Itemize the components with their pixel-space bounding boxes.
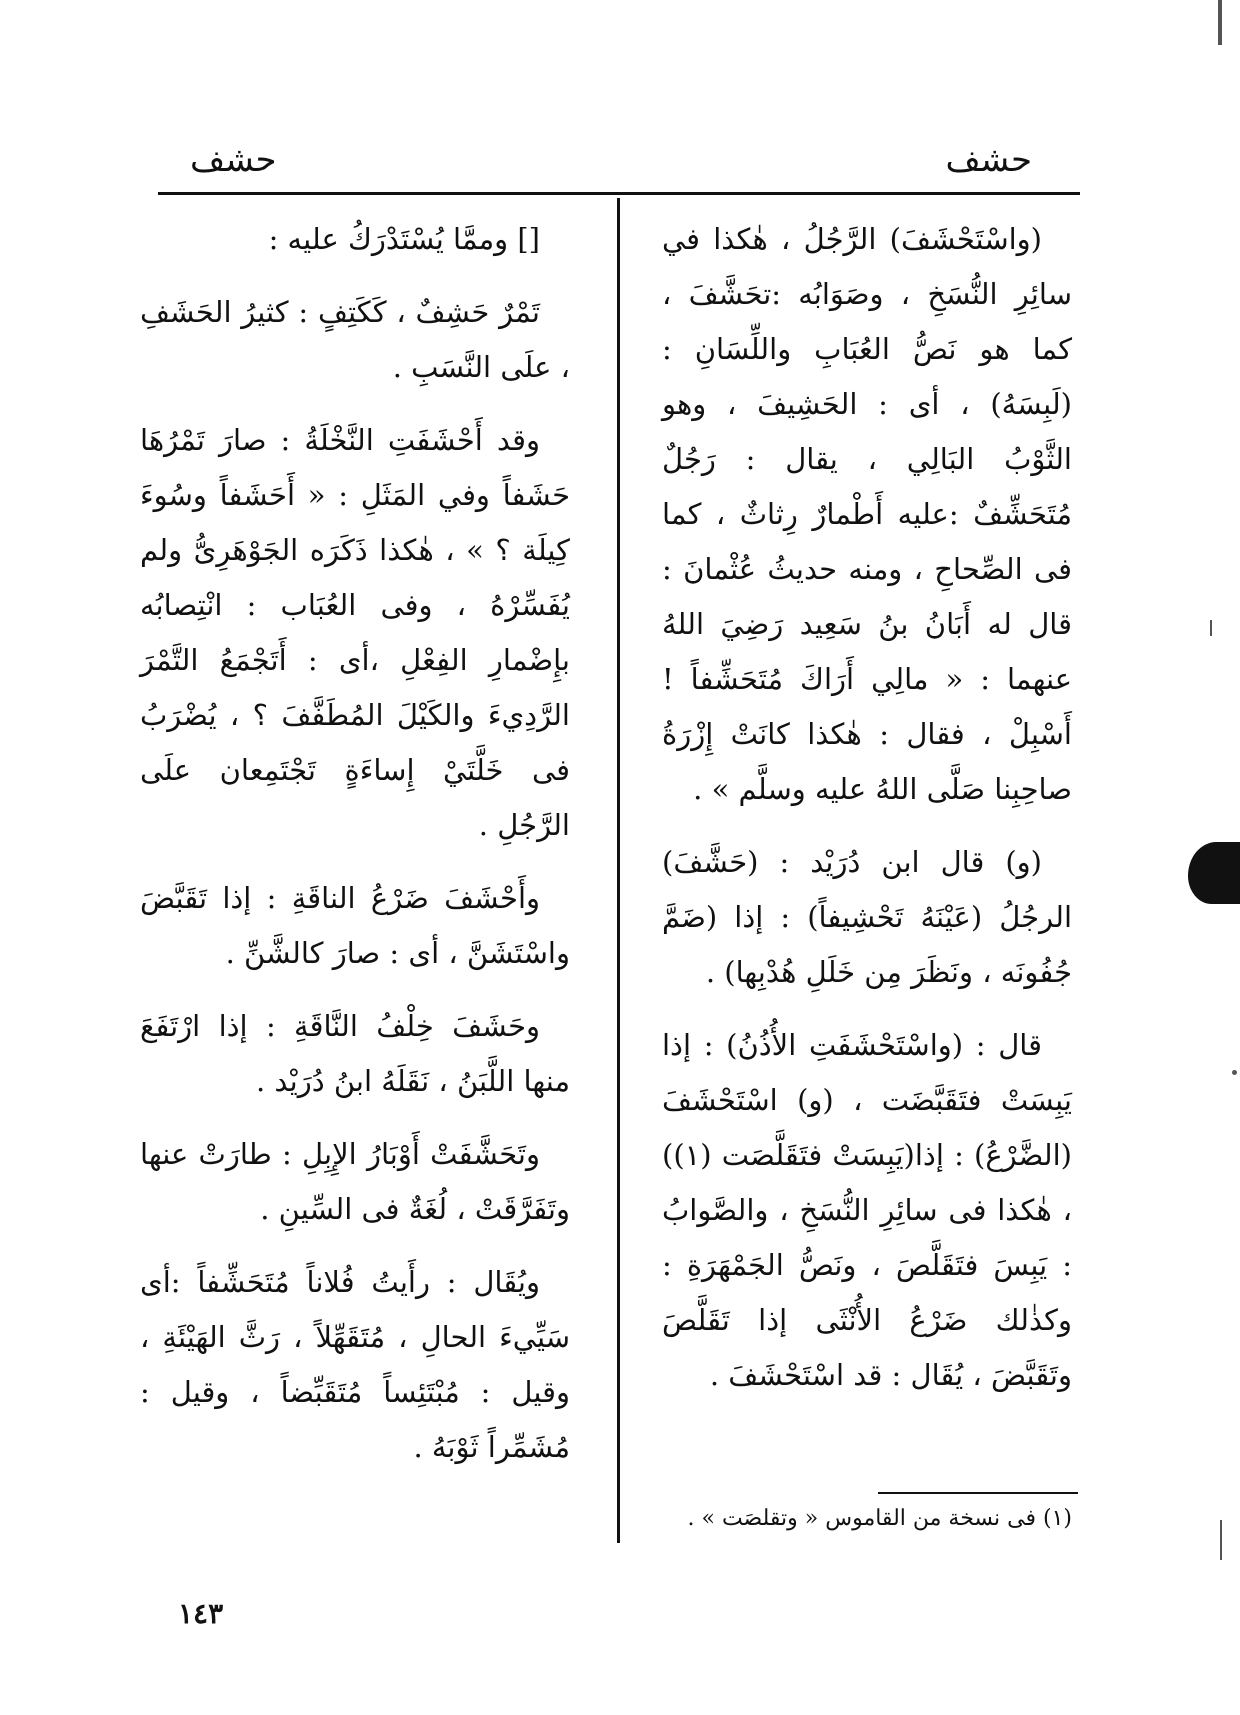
entry-paragraph: (و) قال ابن دُرَيْد : (حَشَّفَ) الرجُلُ (عَيْنَهُ تَحْشِيفاً) : إذا (ضَمَّ جُفُونَه ، ونَظَرَ مِن خَلَلِ هُدْبِها) .: [662, 845, 1072, 989]
entry-paragraph: وأَحْشَفَ ضَرْعُ الناقَةِ : إذا تَقَبَّضَ واسْتَشَنَّ ، أى : صارَ كالشَّنِّ .: [140, 881, 570, 970]
footnote: (١) فى نسخة من القاموس « وتقلصَت » .: [687, 1506, 1072, 1531]
scan-speck: [1210, 620, 1212, 636]
scan-speck: [1220, 1520, 1222, 1560]
entry-paragraph: وقد أَحْشَفَتِ النَّخْلَةُ : صارَ تَمْرُهَا حَشَفاً وفي المَثَلِ : « أَحَشَفاً وسُوءَ كِيلَة ؟ » ، هٰكذا ذَكَرَه الجَوْهَرِىُّ ولم يُفَسِّرْهُ ، وفى العُبَاب : انْتِصابُه بإِضْمارِ الفِعْلِ ،أى : أَتَجْمَعُ التَّمْرَ الرَّدِيءَ والكَيْلَ المُطَفَّفَ ؟ ، يُضْرَبُ فى خَلَّتَيْ إِساءَةٍ تَجْتَمِعان علَى الرَّجُلِ .: [140, 423, 570, 842]
running-headword-left: حشف: [190, 140, 277, 180]
page-number: ١٤٣: [178, 1597, 224, 1630]
entry-paragraph: قال : (واسْتَحْشَفَتِ الأُذُنُ) : إذا يَبِسَتْ فتَقَبَّضَت ، (و) اسْتَحْشَفَ (الضَّرْعُ) : إذا(يَبِسَتْ فتَقَلَّصَت (١)) ، هٰكذا فى سائِرِ النُّسَخِ ، والصَّوابُ : يَبِسَ فتَقَلَّصَ ، ونَصُّ الجَمْهَرَةِ : وكذٰلك ضَرْعُ الأُنْثَى إذا تَقَلَّصَ وتَقَبَّضَ ، يُقَال : قد اسْتَحْشَفَ .: [662, 1028, 1072, 1392]
column-divider: [617, 198, 620, 1543]
header-rule: [158, 192, 1080, 195]
scan-speck: [1232, 1070, 1237, 1075]
ink-blot: [1188, 842, 1240, 904]
entry-paragraph: (واسْتَحْشَفَ) الرَّجُلُ ، هٰكذا في سائِرِ النُّسَخِ ، وصَوَابُه :تحَشَّفَ ، كما هو نَصُّ العُبَابِ واللِّسَانِ : (لَبِسَهُ) ، أى : الحَشِيفَ ، وهو الثَّوْبُ البَالِي ، يقال : رَجُلٌ مُتَحَشِّفٌ :عليه أَطْمارٌ رِثاثٌ ، كما فى الصِّحاحِ ، ومنه حديثُ عُثْمانَ : قال له أَبَانُ بنُ سَعِيد رَضِيَ اللهُ عنهما : « مالِي أَرَاكَ مُتَحَشِّفاً ! أَسْبِلْ ، فقال : هٰكذا كانَتْ إِزْرَةُ صاحِبِنا صَلَّى اللهُ عليه وسلَّم » .: [662, 222, 1072, 806]
left-column: [140, 212, 570, 1493]
footnote-rule: [878, 1492, 1078, 1494]
entry-paragraph: تَمْرٌ حَشِفٌ ، كَكَتِفٍ : كثيرُ الحَشَفِ ، علَى النَّسَبِ .: [140, 295, 570, 384]
running-headword-right: حشف: [945, 140, 1032, 180]
entry-paragraph: وحَشَفَ خِلْفُ النَّاقَةِ : إذا ارْتَفَعَ منها اللَّبَنُ ، نَقَلَهُ ابنُ دُرَيْد .: [140, 1009, 570, 1098]
addendum-heading: [] وممَّا يُسْتَدْرَكُ عليه :: [268, 222, 540, 256]
entry-paragraph: وتَحَشَّفَتْ أَوْبَارُ الإِبِلِ : طارَتْ عنها وتَفَرَّقَتْ ، لُغَةٌ فى السِّينِ .: [140, 1137, 570, 1226]
entry-paragraph: ويُقَال : رأَيتُ فُلاناً مُتَحَشِّفاً :أى سَيِّيءَ الحالِ ، مُتَقَهِّلاً ، رَثَّ الهَيْئَةِ ، وقيل : مُبْتَئِساً مُتَقَبِّضاً ، وقيل : مُشَمِّراً ثَوْبَهُ .: [140, 1265, 570, 1464]
right-column: [662, 212, 1072, 1421]
scan-speck: [1218, 0, 1222, 45]
